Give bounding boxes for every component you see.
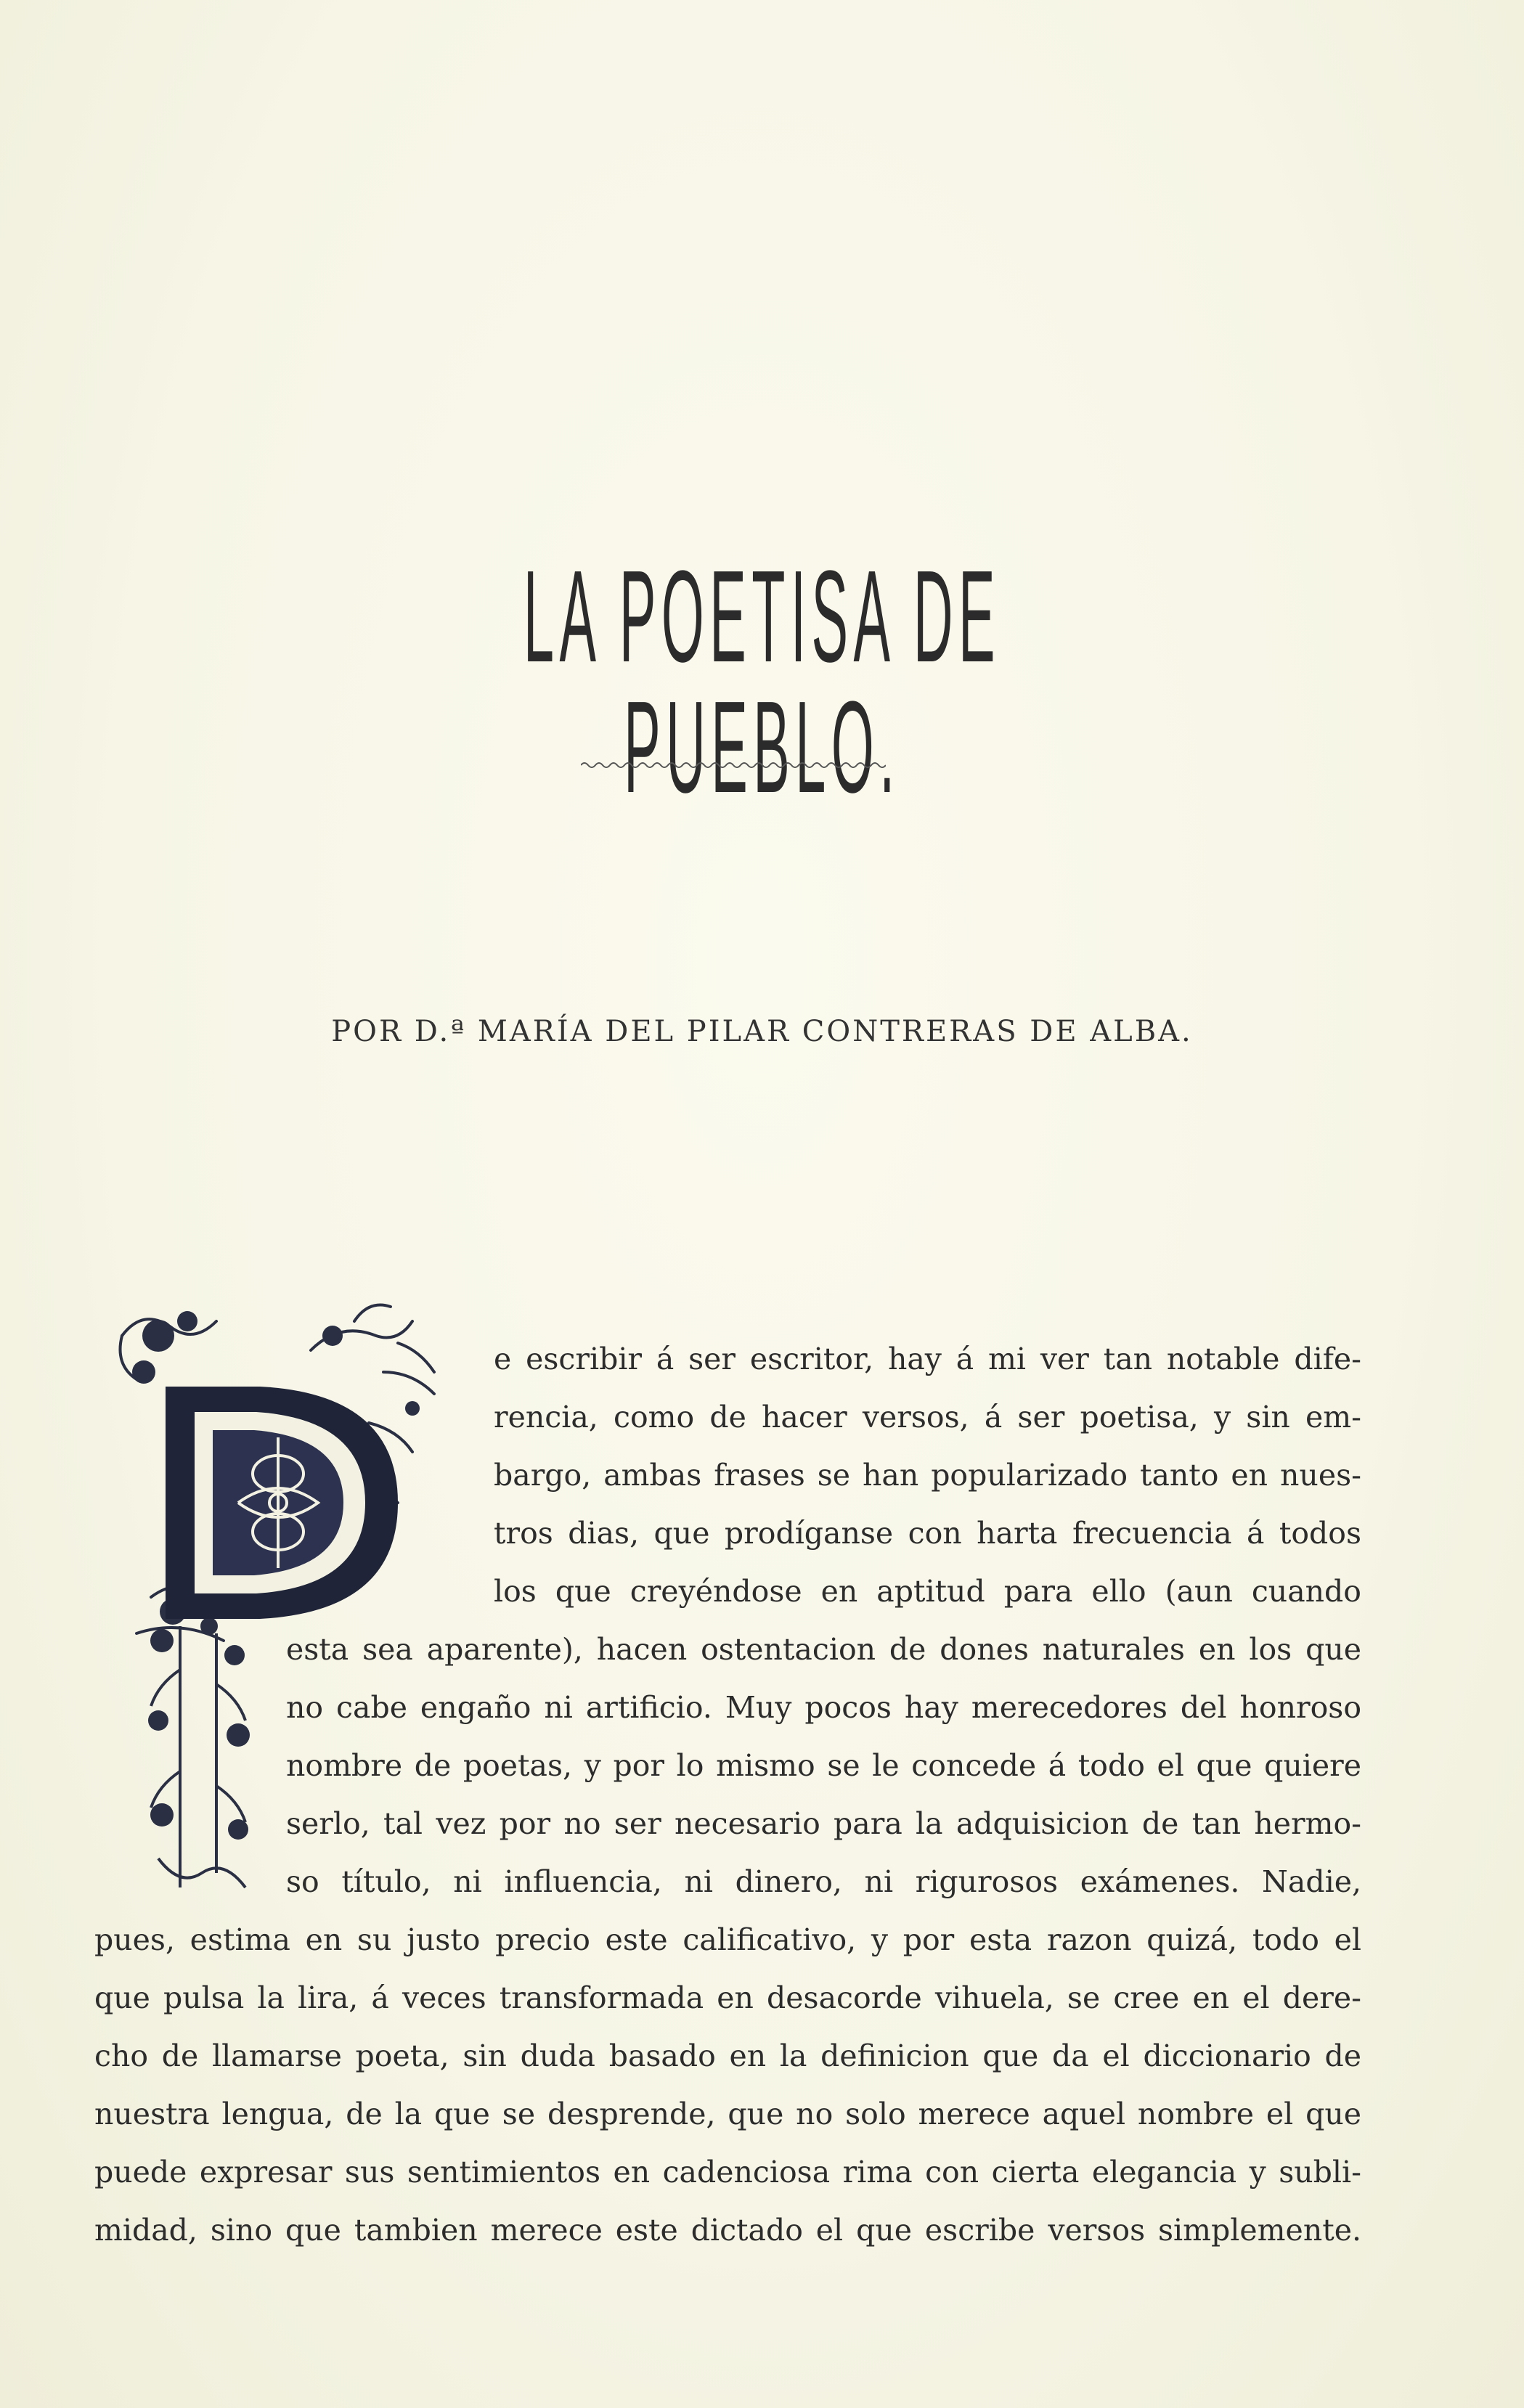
text-line: tros dias, que prodíganse con harta frecuencia á todos bbox=[494, 1516, 1361, 1551]
text-line: so título, ni influencia, ni dinero, ni rigurosos exámenes. Nadie, bbox=[286, 1864, 1361, 1899]
text-line: rencia, como de hacer versos, á ser poetisa, y sin em- bbox=[494, 1400, 1361, 1434]
text-line: que pulsa la lira, á veces transformada en desacorde vihuela, se cree en el dere- bbox=[94, 1980, 1361, 2015]
text-line: no cabe engaño ni artificio. Muy pocos hay merecedores del honroso bbox=[286, 1690, 1361, 1725]
text-line: puede expresar sus sentimientos en cadenciosa rima con cierta elegancia y subli- bbox=[94, 2155, 1361, 2189]
wavy-rule-icon bbox=[581, 759, 886, 771]
text-line: nuestra lengua, de la que se desprende, que no solo merece aquel nombre el que bbox=[94, 2097, 1361, 2131]
text-line: e escribir á ser escritor, hay á mi ver tan notable dife- bbox=[494, 1342, 1361, 1376]
text-line: nombre de poetas, y por lo mismo se le concede á todo el que quiere bbox=[286, 1748, 1361, 1783]
text-line: esta sea aparente), hacen ostentacion de dones naturales en los que bbox=[286, 1632, 1361, 1667]
text-line: midad, sino que tambien merece este dictado el que escribe versos simplemente. bbox=[94, 2213, 1361, 2248]
article-title: LA POETISA DE PUEBLO. bbox=[523, 544, 1001, 820]
text-line: los que creyéndose en aptitud para ello (aun cuando bbox=[494, 1574, 1361, 1609]
text-line: cho de llamarse poeta, sin duda basado en la definicion que da el diccionario de bbox=[94, 2038, 1361, 2073]
text-line: pues, estima en su justo precio este calificativo, y por esta razon quizá, todo el bbox=[94, 1922, 1361, 1957]
article-byline: POR D.ª MARÍA DEL PILAR CONTRERAS DE ALBA. bbox=[331, 1015, 1193, 1048]
text-line: bargo, ambas frases se han popularizado tanto en nues- bbox=[494, 1458, 1361, 1493]
text-line: serlo, tal vez por no ser necesario para la adquisicion de tan hermo- bbox=[286, 1806, 1361, 1841]
